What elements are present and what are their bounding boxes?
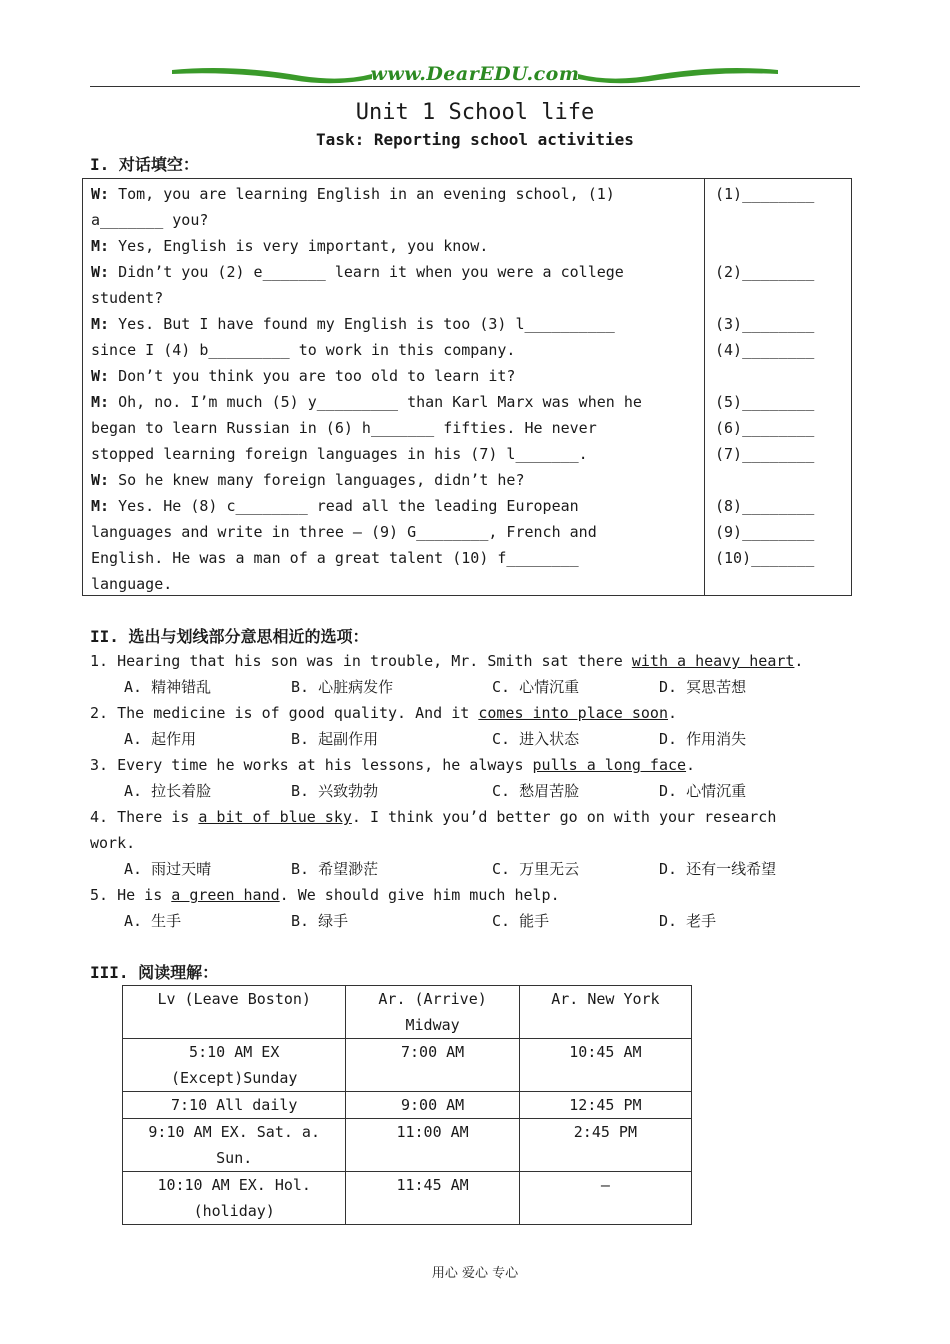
answer-blank: (9)________	[715, 523, 815, 541]
dialogue-text: Yes. He (8) c________ read all the leading European	[109, 497, 579, 515]
option-row	[90, 778, 860, 804]
header-cell: Ar. (Arrive) Midway	[346, 986, 519, 1039]
dialogue-line	[91, 311, 691, 337]
speaker-label: M:	[91, 393, 110, 411]
option-row	[90, 674, 860, 700]
dialogue-line	[91, 493, 691, 519]
dialogue-text: since I (4) b_________ to work in this company.	[91, 341, 516, 359]
question-text: 5. He is	[90, 886, 172, 904]
table-cell: 10:10 AM EX. Hol. (holiday)	[123, 1172, 346, 1225]
answer-blank	[715, 571, 835, 597]
answer-blank: (2)________	[715, 263, 815, 281]
dialogue-text: Don’t you think you are too old to learn it?	[109, 367, 516, 385]
speaker-label: W:	[91, 471, 110, 489]
question-text: .	[794, 652, 804, 670]
question-stem	[90, 648, 860, 674]
dialogue-line	[91, 285, 691, 311]
answer-option[interactable]: D. 还有一线希望	[659, 860, 777, 878]
question-text: . I think you’d better go on with your research	[351, 808, 777, 826]
dialogue-text: Yes. But I have found my English is too (3) l__________	[109, 315, 615, 333]
answer-option[interactable]: D. 老手	[659, 912, 717, 930]
speaker-label: W:	[91, 367, 110, 385]
table-cell: 5:10 AM EX (Except)Sunday	[123, 1039, 346, 1092]
section3-heading: III. 阅读理解：	[90, 963, 219, 982]
answer-option[interactable]: D. 作用消失	[659, 730, 747, 748]
question-continuation: work.	[90, 834, 136, 852]
answer-option[interactable]: C. 能手	[492, 912, 550, 930]
option-row	[90, 856, 860, 882]
dialogue-text: English. He was a man of a great talent (10) f________	[91, 549, 579, 567]
underlined-phrase: with a heavy heart	[631, 652, 795, 670]
answer-option[interactable]: A. 拉长着脸	[124, 782, 212, 800]
table-row	[123, 1119, 692, 1172]
answer-option[interactable]: D. 心情沉重	[659, 782, 747, 800]
synonym-questions	[90, 648, 860, 934]
dialogue-text: language.	[91, 575, 173, 593]
table-cell: 9:00 AM	[346, 1092, 519, 1119]
answer-blank	[715, 207, 835, 233]
question-stem	[90, 804, 860, 830]
table-cell: 7:10 All daily	[123, 1092, 346, 1119]
question-text: 1. Hearing that his son was in trouble, Mr. Smith sat there	[90, 652, 632, 670]
answer-option[interactable]: C. 心情沉重	[492, 678, 580, 696]
question-text: 4. There is	[90, 808, 199, 826]
dialogue-line	[91, 259, 691, 285]
dialogue-line	[91, 389, 691, 415]
dialogue-text	[91, 181, 691, 597]
speaker-label: W:	[91, 185, 110, 203]
dialogue-text: Oh, no. I’m much (5) y_________ than Karl Marx was when he	[109, 393, 642, 411]
dialogue-line	[91, 207, 691, 233]
option-row	[90, 726, 860, 752]
answer-option[interactable]: A. 雨过天晴	[124, 860, 212, 878]
dialogue-line	[91, 571, 691, 597]
dialogue-text: languages and write in three — (9) G________, French and	[91, 523, 597, 541]
dialogue-box	[82, 178, 852, 596]
answer-option[interactable]: B. 希望渺茫	[291, 860, 379, 878]
answer-option[interactable]: A. 精神错乱	[124, 678, 212, 696]
answer-option[interactable]: B. 起副作用	[291, 730, 379, 748]
answer-option[interactable]: B. 心脏病发作	[291, 678, 394, 696]
dialogue-line	[91, 519, 691, 545]
dialogue-text: Tom, you are learning English in an evening school, (1)	[109, 185, 615, 203]
table-cell: 11:45 AM	[346, 1172, 519, 1225]
page-subtitle: Task: Reporting school activities	[316, 130, 634, 149]
dialogue-text: student?	[91, 289, 164, 307]
dialogue-line	[91, 181, 691, 207]
underlined-phrase: comes into place soon	[478, 704, 668, 722]
table-cell: 2:45 PM	[519, 1119, 691, 1172]
answer-blank: (7)________	[715, 445, 815, 463]
option-row	[90, 908, 860, 934]
table-cell: 9:10 AM EX. Sat. a. Sun.	[123, 1119, 346, 1172]
answer-column	[715, 181, 835, 597]
answer-option[interactable]: A. 生手	[124, 912, 182, 930]
dialogue-line	[91, 363, 691, 389]
answer-option[interactable]: B. 兴致勃勃	[291, 782, 379, 800]
answer-blank: (4)________	[715, 341, 815, 359]
answer-option[interactable]: B. 绿手	[291, 912, 349, 930]
page-title: Unit 1 School life	[355, 100, 595, 125]
page-footer: 用心 爱心 专心	[431, 1266, 519, 1281]
logo-text: www.DearEDU.com	[370, 63, 580, 85]
header-rule	[90, 86, 860, 87]
dialogue-text: began to learn Russian in (6) h_______ fifties. He never	[91, 419, 597, 437]
answer-blank: (10)_______	[715, 549, 815, 567]
dialogue-text: Didn’t you (2) e_______ learn it when you were a college	[109, 263, 624, 281]
table-row	[123, 1172, 692, 1225]
section2-heading: II. 选出与划线部分意思相近的选项：	[90, 627, 369, 646]
speaker-label: M:	[91, 497, 110, 515]
box-divider	[704, 179, 705, 595]
table-cell: 12:45 PM	[519, 1092, 691, 1119]
table-row	[123, 1039, 692, 1092]
dialogue-line	[91, 337, 691, 363]
answer-blank	[715, 363, 835, 389]
dialogue-text: a_______ you?	[91, 211, 209, 229]
dialogue-line	[91, 467, 691, 493]
answer-blank: (3)________	[715, 315, 815, 333]
dialogue-text: stopped learning foreign languages in his (7) l_______.	[91, 445, 588, 463]
dialogue-line	[91, 233, 691, 259]
answer-blank: (8)________	[715, 497, 815, 515]
answer-blank: (5)________	[715, 393, 815, 411]
answer-blank: (1)________	[715, 185, 815, 203]
table-cell: —	[519, 1172, 691, 1225]
answer-option[interactable]: C. 愁眉苦脸	[492, 782, 580, 800]
answer-blank: (6)________	[715, 419, 815, 437]
question-text: 3. Every time he works at his lessons, he always	[90, 756, 533, 774]
section1-heading: I. 对话填空：	[90, 155, 199, 174]
header-cell: Ar. New York	[519, 986, 691, 1039]
question-stem	[90, 882, 860, 908]
table-cell: 11:00 AM	[346, 1119, 519, 1172]
table-cell: 10:45 AM	[519, 1039, 691, 1092]
question-text: .	[667, 704, 678, 722]
answer-option[interactable]: C. 进入状态	[492, 730, 580, 748]
answer-option[interactable]: A. 起作用	[124, 730, 197, 748]
question-text: . We should give him much help.	[279, 886, 560, 904]
dialogue-line	[91, 441, 691, 467]
answer-blank	[715, 285, 835, 311]
underlined-phrase: a green hand	[171, 886, 280, 904]
underlined-phrase: a bit of blue sky	[198, 808, 352, 826]
answer-option[interactable]: C. 万里无云	[492, 860, 580, 878]
table-header-row	[123, 986, 692, 1039]
question-text: 2. The medicine is of good quality. And it	[90, 704, 479, 722]
dialogue-text: So he knew many foreign languages, didn’t he?	[109, 471, 525, 489]
question-stem	[90, 752, 860, 778]
table-row	[123, 1092, 692, 1119]
dialogue-line	[91, 545, 691, 571]
train-schedule-table	[122, 985, 692, 1225]
speaker-label: M:	[91, 315, 110, 333]
dialogue-text: Yes, English is very important, you know.	[109, 237, 489, 255]
table-cell: 7:00 AM	[346, 1039, 519, 1092]
speaker-label: M:	[91, 237, 110, 255]
answer-option[interactable]: D. 冥思苦想	[659, 678, 747, 696]
header-cell: Lv (Leave Boston)	[123, 986, 346, 1039]
question-stem	[90, 700, 860, 726]
speaker-label: W:	[91, 263, 110, 281]
answer-blank	[715, 467, 835, 493]
question-text: .	[686, 756, 696, 774]
dialogue-line	[91, 415, 691, 441]
underlined-phrase: pulls a long face	[532, 756, 687, 774]
answer-blank	[715, 233, 835, 259]
